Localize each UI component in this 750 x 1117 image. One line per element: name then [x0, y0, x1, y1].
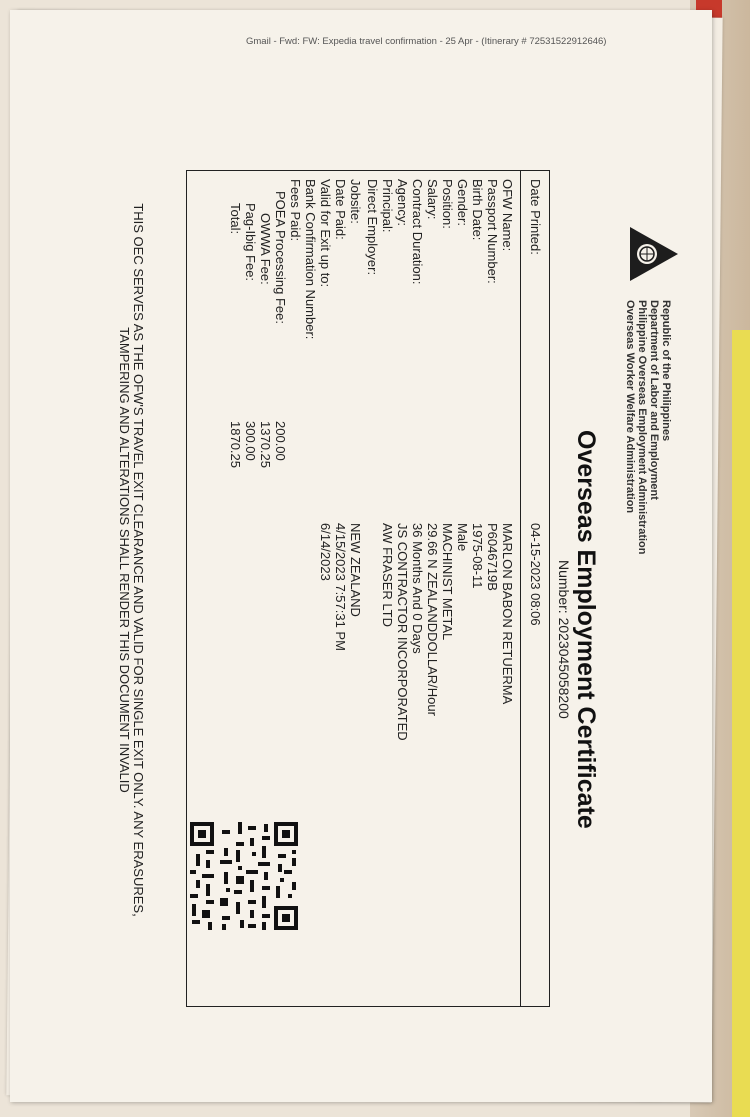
total-value: 1870.25 [228, 421, 243, 468]
valid-exit-label: Valid for Exit up to: [318, 179, 333, 288]
email-print-header: Gmail - Fwd: FW: Expedia travel confirmation - 25 Apr - (Itinerary # 72531522912646) [246, 36, 607, 47]
pagibig-fee-label: Pag-Ibig Fee: [243, 203, 258, 282]
salary-label: Salary: [425, 179, 440, 220]
yellow-page-edge [732, 330, 750, 1117]
agency-label: Agency: [395, 179, 410, 226]
agency-line: Philippine Overseas Employment Administration [636, 300, 648, 555]
total-label: Total: [228, 203, 243, 235]
bank-confirmation-label: Bank Confirmation Number: [303, 179, 318, 340]
date-paid-label: Date Paid: [333, 179, 348, 240]
jobsite-label: Jobsite: [348, 179, 363, 224]
ofw-name-label: OFW Name: [500, 179, 515, 252]
notice-line: THIS OEC SERVES AS THE OFW'S TRAVEL EXIT CLEARANCE AND VALID FOR SINGLE EXIT ONLY. ANY ERASURES, [131, 203, 146, 917]
date-printed-value: 04-15-2023 08:06 [528, 523, 543, 626]
date-paid-value: 4/15/2023 7:57:31 PM [333, 523, 348, 651]
qr-code-icon [188, 820, 300, 932]
poea-logo-icon [628, 225, 680, 283]
header-divider [520, 171, 521, 1006]
contract-duration-value: 36 Months And 0 Days [410, 523, 425, 654]
principal-label: Principal: [380, 179, 395, 233]
direct-employer-label: Direct Employer: [365, 179, 380, 276]
position-label: Position: [440, 179, 455, 229]
certificate-title: Overseas Employment Certificate [572, 430, 600, 829]
agency-line: Overseas Worker Welfare Administration [624, 300, 636, 514]
certificate-content [60, 130, 700, 1030]
valid-exit-value: 6/14/2023 [318, 523, 333, 581]
pagibig-fee-value: 300.00 [243, 421, 258, 461]
poea-fee-label: POEA Processing Fee: [273, 191, 288, 324]
validity-notice [117, 130, 145, 990]
position-value: MACHINIST METAL [440, 523, 455, 641]
gender-value: Male [455, 523, 470, 552]
owwa-fee-label: OWWA Fee: [258, 213, 273, 285]
salary-value: 29.66 N ZEALANDDOLLAR/Hour [425, 523, 440, 716]
gender-label: Gender: [455, 179, 470, 226]
agency-line: Department of Labor and Employment [648, 300, 660, 500]
ofw-name-value: MARLON BABON RETUERMA [500, 523, 515, 705]
certificate-number: Number: 20230450582​00 [556, 560, 572, 719]
birth-date-label: Birth Date: [470, 179, 485, 241]
owwa-fee-value: 1370.25 [258, 421, 273, 468]
principal-value: AW FRASER LTD [380, 523, 395, 628]
notice-line: TAMPERING AND ALTERATIONS SHALL RENDER THIS DOCUMENT INVALID [117, 327, 132, 793]
agency-value: JS CONTRACTOR INCORPORATED [395, 523, 410, 741]
fees-paid-label: Fees Paid: [288, 179, 303, 242]
agency-header [624, 300, 672, 554]
passport-label: Passport Number: [485, 179, 500, 284]
date-printed-label: Date Printed: [528, 179, 543, 255]
certificate-page [10, 10, 712, 1102]
contract-duration-label: Contract Duration: [410, 179, 425, 285]
passport-value: P6046719B [485, 523, 500, 591]
jobsite-value: NEW ZEALAND [348, 523, 363, 617]
agency-line: Republic of the Philippines [660, 300, 672, 442]
birth-date-value: 1975-08-11 [470, 523, 485, 589]
poea-fee-value: 200.00 [273, 421, 288, 461]
